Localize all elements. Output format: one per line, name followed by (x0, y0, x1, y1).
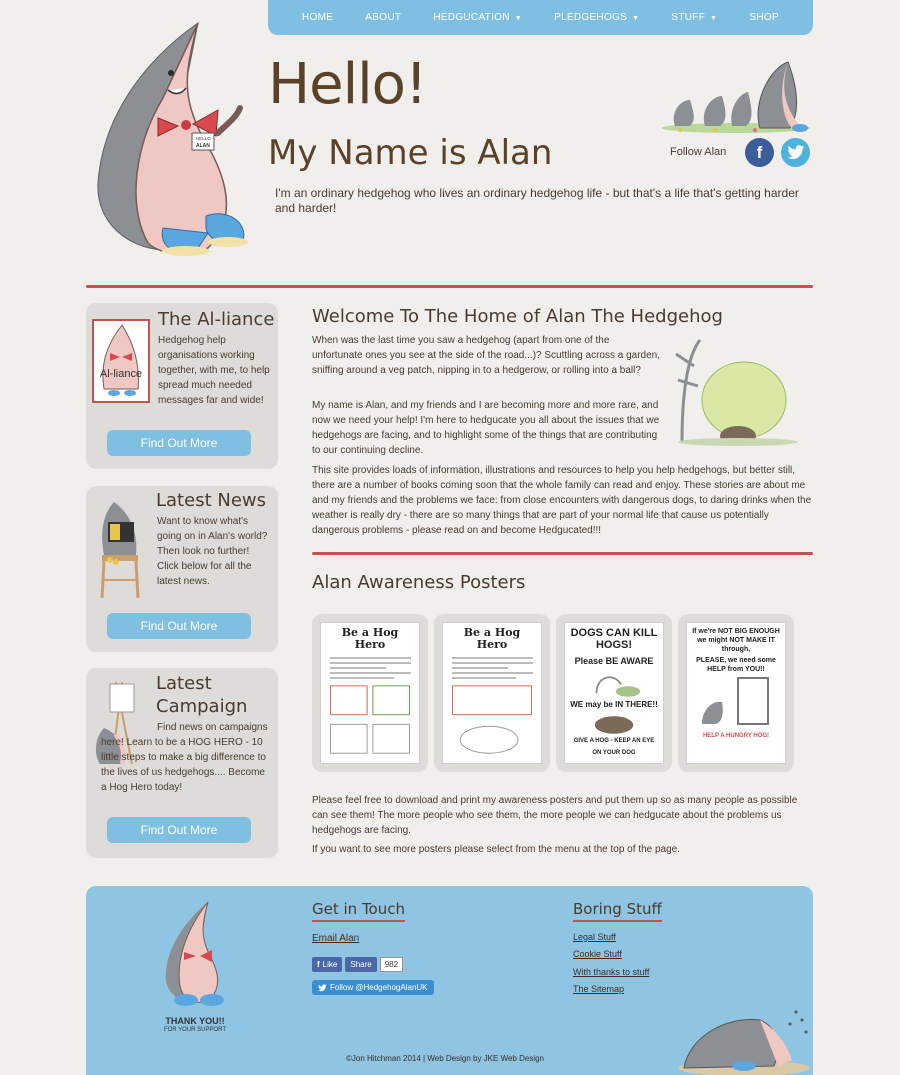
campaign-find-out-more-button[interactable]: Find Out More (107, 817, 251, 843)
nav-about-label: ABOUT (365, 12, 402, 23)
cookie-stuff-link[interactable]: Cookie Stuff (573, 949, 622, 959)
twitter-icon[interactable] (781, 138, 810, 167)
twitter-follow-button[interactable] (312, 980, 434, 995)
thanks-link[interactable]: With thanks to stuff (573, 967, 650, 977)
boring-stuff-heading: Boring Stuff (573, 900, 662, 922)
nav-hedgucation[interactable] (433, 12, 522, 23)
news-find-out-more-button[interactable]: Find Out More (107, 613, 251, 639)
poster-illustration (449, 682, 535, 759)
legal-stuff-link[interactable]: Legal Stuff (573, 932, 616, 942)
poster-card[interactable] (312, 614, 428, 772)
facebook-glyph: f (756, 142, 763, 162)
welcome-paragraph-1: When was the last time you saw a hedgehog (apart from one of the unfortunate ones you see at the side of the road...)? Scuttling across a garden, sniffing around a veg patch, nipping in to a hedgerow, or rolling into a ball? (312, 335, 660, 376)
poster-title: Be a Hog Hero (341, 626, 399, 651)
facebook-share-button[interactable]: Share (345, 957, 376, 972)
nav-stuff[interactable] (671, 12, 717, 23)
latest-campaign-text: Find news on campaigns here! Learn to be a HOG HERO - 10 little steps to make a big difference to the lives of us hedgehogs.... Become a Hog Hero today! (101, 722, 268, 793)
alliance-logo-text: Al-liance (99, 368, 143, 380)
poster-illustration (574, 667, 654, 699)
alliance-box (86, 303, 278, 469)
chevron-down-icon: ▼ (632, 15, 640, 22)
twitter-bird-icon (318, 984, 327, 992)
latest-campaign-box (86, 668, 278, 858)
share-count: 982 (380, 957, 403, 972)
main-nav (268, 0, 813, 35)
poster-subtitle: WE may be IN THERE!! (570, 699, 658, 709)
poster-subtitle: Please BE AWARE (574, 656, 654, 666)
nav-shop-label: SHOP (749, 12, 779, 23)
welcome-paragraph-2: My name is Alan, and my friends and I are becoming more and more rare, and now we need your help! I'm here to hedgucate you all about the issues that we hedgehogs are facing, and to highlight some of the things that are contributing to our continuing decline. (312, 400, 660, 456)
email-alan-link[interactable]: Email Alan (312, 933, 360, 944)
poster-footer: HELP A HUNGRY HOG! (702, 733, 770, 739)
nav-home-label: HOME (302, 12, 334, 23)
reading-hedgehog-illustration (94, 500, 146, 600)
hello-heading: Hello! (268, 52, 427, 117)
alliance-text: Hedgehog help organisations working together, with me, to help spread much needed messages far and wide! (158, 335, 270, 406)
hedgehog-hiding-in-bush-illustration (672, 336, 807, 448)
intro-text: I'm an ordinary hedgehog who lives an ordinary hedgehog life - but that's a life that's getting harder and harder! (275, 186, 799, 215)
facebook-like-button[interactable] (312, 957, 342, 972)
welcome-paragraph-3: This site provides loads of information, illustrations and resources to help you help hedgehogs, but better still, there are a number of books coming soon that the whole family can read and enjoy. These stories are about me and my friends and the problems we face: from close encounters with dangerous dogs, to daring drinks when the weather is really dry - there are so many things that are part of your normal life that cause us potentially dangerous problems - please read on and become Hedgucated!!! (312, 465, 812, 536)
poster-title: Be a Hog Hero (463, 626, 521, 651)
sitemap-link[interactable]: The Sitemap (573, 984, 625, 994)
name-badge-text: HELLO (196, 136, 211, 141)
latest-news-text: Want to know what's going on in Alan's world? Then look no further! Click below for all the latest news. (157, 516, 268, 587)
follow-alan-label: Follow Alan (670, 146, 727, 158)
nav-hedgucation-label: HEDGUCATION (433, 12, 510, 23)
facebook-icon[interactable] (745, 138, 774, 167)
alan-hedgehog-illustration (88, 18, 258, 263)
thank-you-subtext: FOR YOUR SUPPORT (163, 1027, 227, 1033)
twitter-follow-label: Follow @HedgehogAlanUK (330, 983, 428, 992)
poster-card[interactable] (434, 614, 550, 772)
svg-text:ALAN: ALAN (196, 143, 210, 149)
latest-campaign-title: Latest Campaign (156, 673, 248, 717)
hog-hero-poster (320, 622, 420, 764)
facebook-widget (312, 957, 403, 972)
facebook-icon: f (317, 960, 320, 969)
alliance-title: The Al-liance (158, 309, 275, 330)
posters-paragraph-2: If you want to see more posters please select from the menu at the top of the page. (312, 844, 680, 855)
poster-title: If we're NOT BIG ENOUGH we might NOT MAKE IT through, (692, 628, 780, 653)
hedgehog-family-illustration (660, 58, 812, 134)
help-a-hungry-hog-poster (686, 622, 786, 764)
poster-title: DOGS CAN KILL HOGS! (570, 627, 658, 651)
like-label: Like (322, 960, 338, 969)
alliance-find-out-more-button[interactable]: Find Out More (107, 430, 251, 456)
dogs-can-kill-hogs-poster (564, 622, 664, 764)
alliance-logo-illustration (92, 319, 150, 403)
digging-hedgehog-illustration (674, 998, 813, 1075)
twitter-bird-icon (787, 145, 805, 160)
poster-footer: GIVE A HOG - KEEP AN EYE ON YOUR DOG (573, 738, 655, 756)
hog-hero-poster (442, 622, 542, 764)
nav-pledgehogs-label: PLEDGEHOGS (554, 12, 628, 23)
nav-about[interactable] (365, 12, 401, 23)
latest-news-box (86, 486, 278, 652)
nav-pledgehogs[interactable] (554, 12, 639, 23)
header-divider (86, 285, 813, 288)
posters-paragraph-1: Please feel free to download and print my awareness posters and put them up so as many people as possible can see them! The more people who see them, the more people we can hedgucate about the problems us hedgehogs are facing. (312, 795, 798, 836)
nav-home[interactable] (302, 12, 333, 23)
copyright-text: ©Jon Hitchman 2014 | Web Design by JKE Web Design (346, 1054, 544, 1063)
thank-you-text: THANK YOU!! (165, 1016, 225, 1026)
chevron-down-icon: ▼ (514, 15, 522, 22)
poster-illustration (574, 711, 654, 736)
footer (86, 886, 813, 1075)
content-divider (312, 552, 813, 555)
poster-card[interactable] (678, 614, 794, 772)
nav-shop[interactable] (749, 12, 779, 23)
nav-stuff-label: STUFF (671, 12, 706, 23)
latest-news-title: Latest News (156, 490, 266, 511)
get-in-touch-heading: Get in Touch (312, 900, 405, 922)
posters-heading: Alan Awareness Posters (312, 572, 526, 593)
chevron-down-icon: ▼ (710, 15, 718, 22)
poster-card[interactable] (556, 614, 672, 772)
poster-illustration (327, 682, 413, 759)
welcome-heading: Welcome To The Home of Alan The Hedgehog (312, 306, 723, 327)
poster-subtitle: PLEASE, we need some HELP from YOU!! (696, 657, 776, 673)
thank-you-hedgehog-illustration (156, 900, 236, 1008)
poster-illustration (694, 674, 778, 730)
my-name-heading: My Name is Alan (268, 133, 553, 173)
